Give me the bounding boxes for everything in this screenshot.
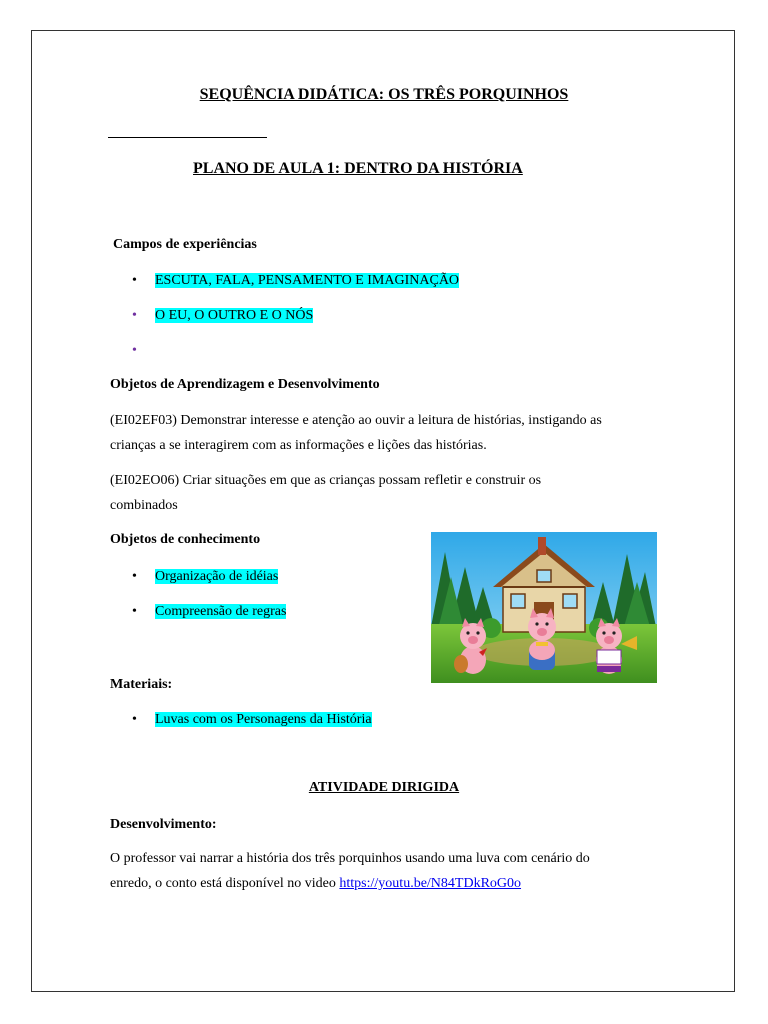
materiais-item-1: Luvas com os Personagens da História [155,712,372,727]
desenvolvimento-line-1: O professor vai narrar a história dos três porquinhos usando uma luva com cenário do [110,851,590,866]
objetivo-1-line-1: (EI02EF03) Demonstrar interesse e atenção ao ouvir a leitura de histórias, instigando as [110,413,602,428]
lesson-subtitle: PLANO DE AULA 1: DENTRO DA HISTÓRIA [193,160,523,177]
list-item [110,710,372,745]
desenvolvimento-paragraph [110,846,590,896]
bullet-icon: • [132,569,137,584]
desenvolvimento-line-2-text: enredo, o conto está disponível no video [110,876,340,891]
objetivos-heading: Objetos de Aprendizagem e Desenvolvimento [110,377,380,392]
conhecimento-list [110,567,286,637]
list-item [110,567,286,602]
conhecimento-item-2: Compreensão de regras [155,604,287,619]
list-item [110,271,459,306]
objetivo-2 [110,468,541,518]
bullet-icon: • [132,308,137,323]
objetivo-1 [110,408,602,458]
campos-list [110,271,459,376]
bullet-icon: • [132,604,137,619]
conhecimento-heading: Objetos de conhecimento [110,532,261,547]
campos-heading: Campos de experiências [113,237,257,252]
desenvolvimento-heading: Desenvolvimento: [110,817,217,832]
list-item [110,341,459,376]
atividade-heading: ATIVIDADE DIRIGIDA [308,780,460,795]
materiais-heading: Materiais: [110,677,173,692]
materiais-list [110,710,372,745]
list-item [110,602,286,637]
bullet-icon: • [132,712,137,727]
objetivo-1-line-2: crianças a se interagirem com as informações e lições das histórias. [110,438,487,453]
list-item [110,306,459,341]
objetivo-2-line-1: (EI02EO06) Criar situações em que as crianças possam refletir e construir os [110,473,542,488]
bullet-icon: • [132,273,137,288]
three-pigs-illustration [431,532,657,683]
video-link[interactable]: https://youtu.be/N84TDkRoG0o [339,876,522,891]
campos-item-2: O EU, O OUTRO E O NÓS [155,308,314,323]
bullet-icon: • [132,343,137,358]
document-title: SEQUÊNCIA DIDÁTICA: OS TRÊS PORQUINHOS [199,86,569,103]
desenvolvimento-line-2 [110,871,590,896]
horizontal-rule [108,137,267,138]
campos-item-1: ESCUTA, FALA, PENSAMENTO E IMAGINAÇÃO [155,273,460,288]
objetivo-2-line-2: combinados [110,498,178,513]
conhecimento-item-1: Organização de idéias [155,569,279,584]
